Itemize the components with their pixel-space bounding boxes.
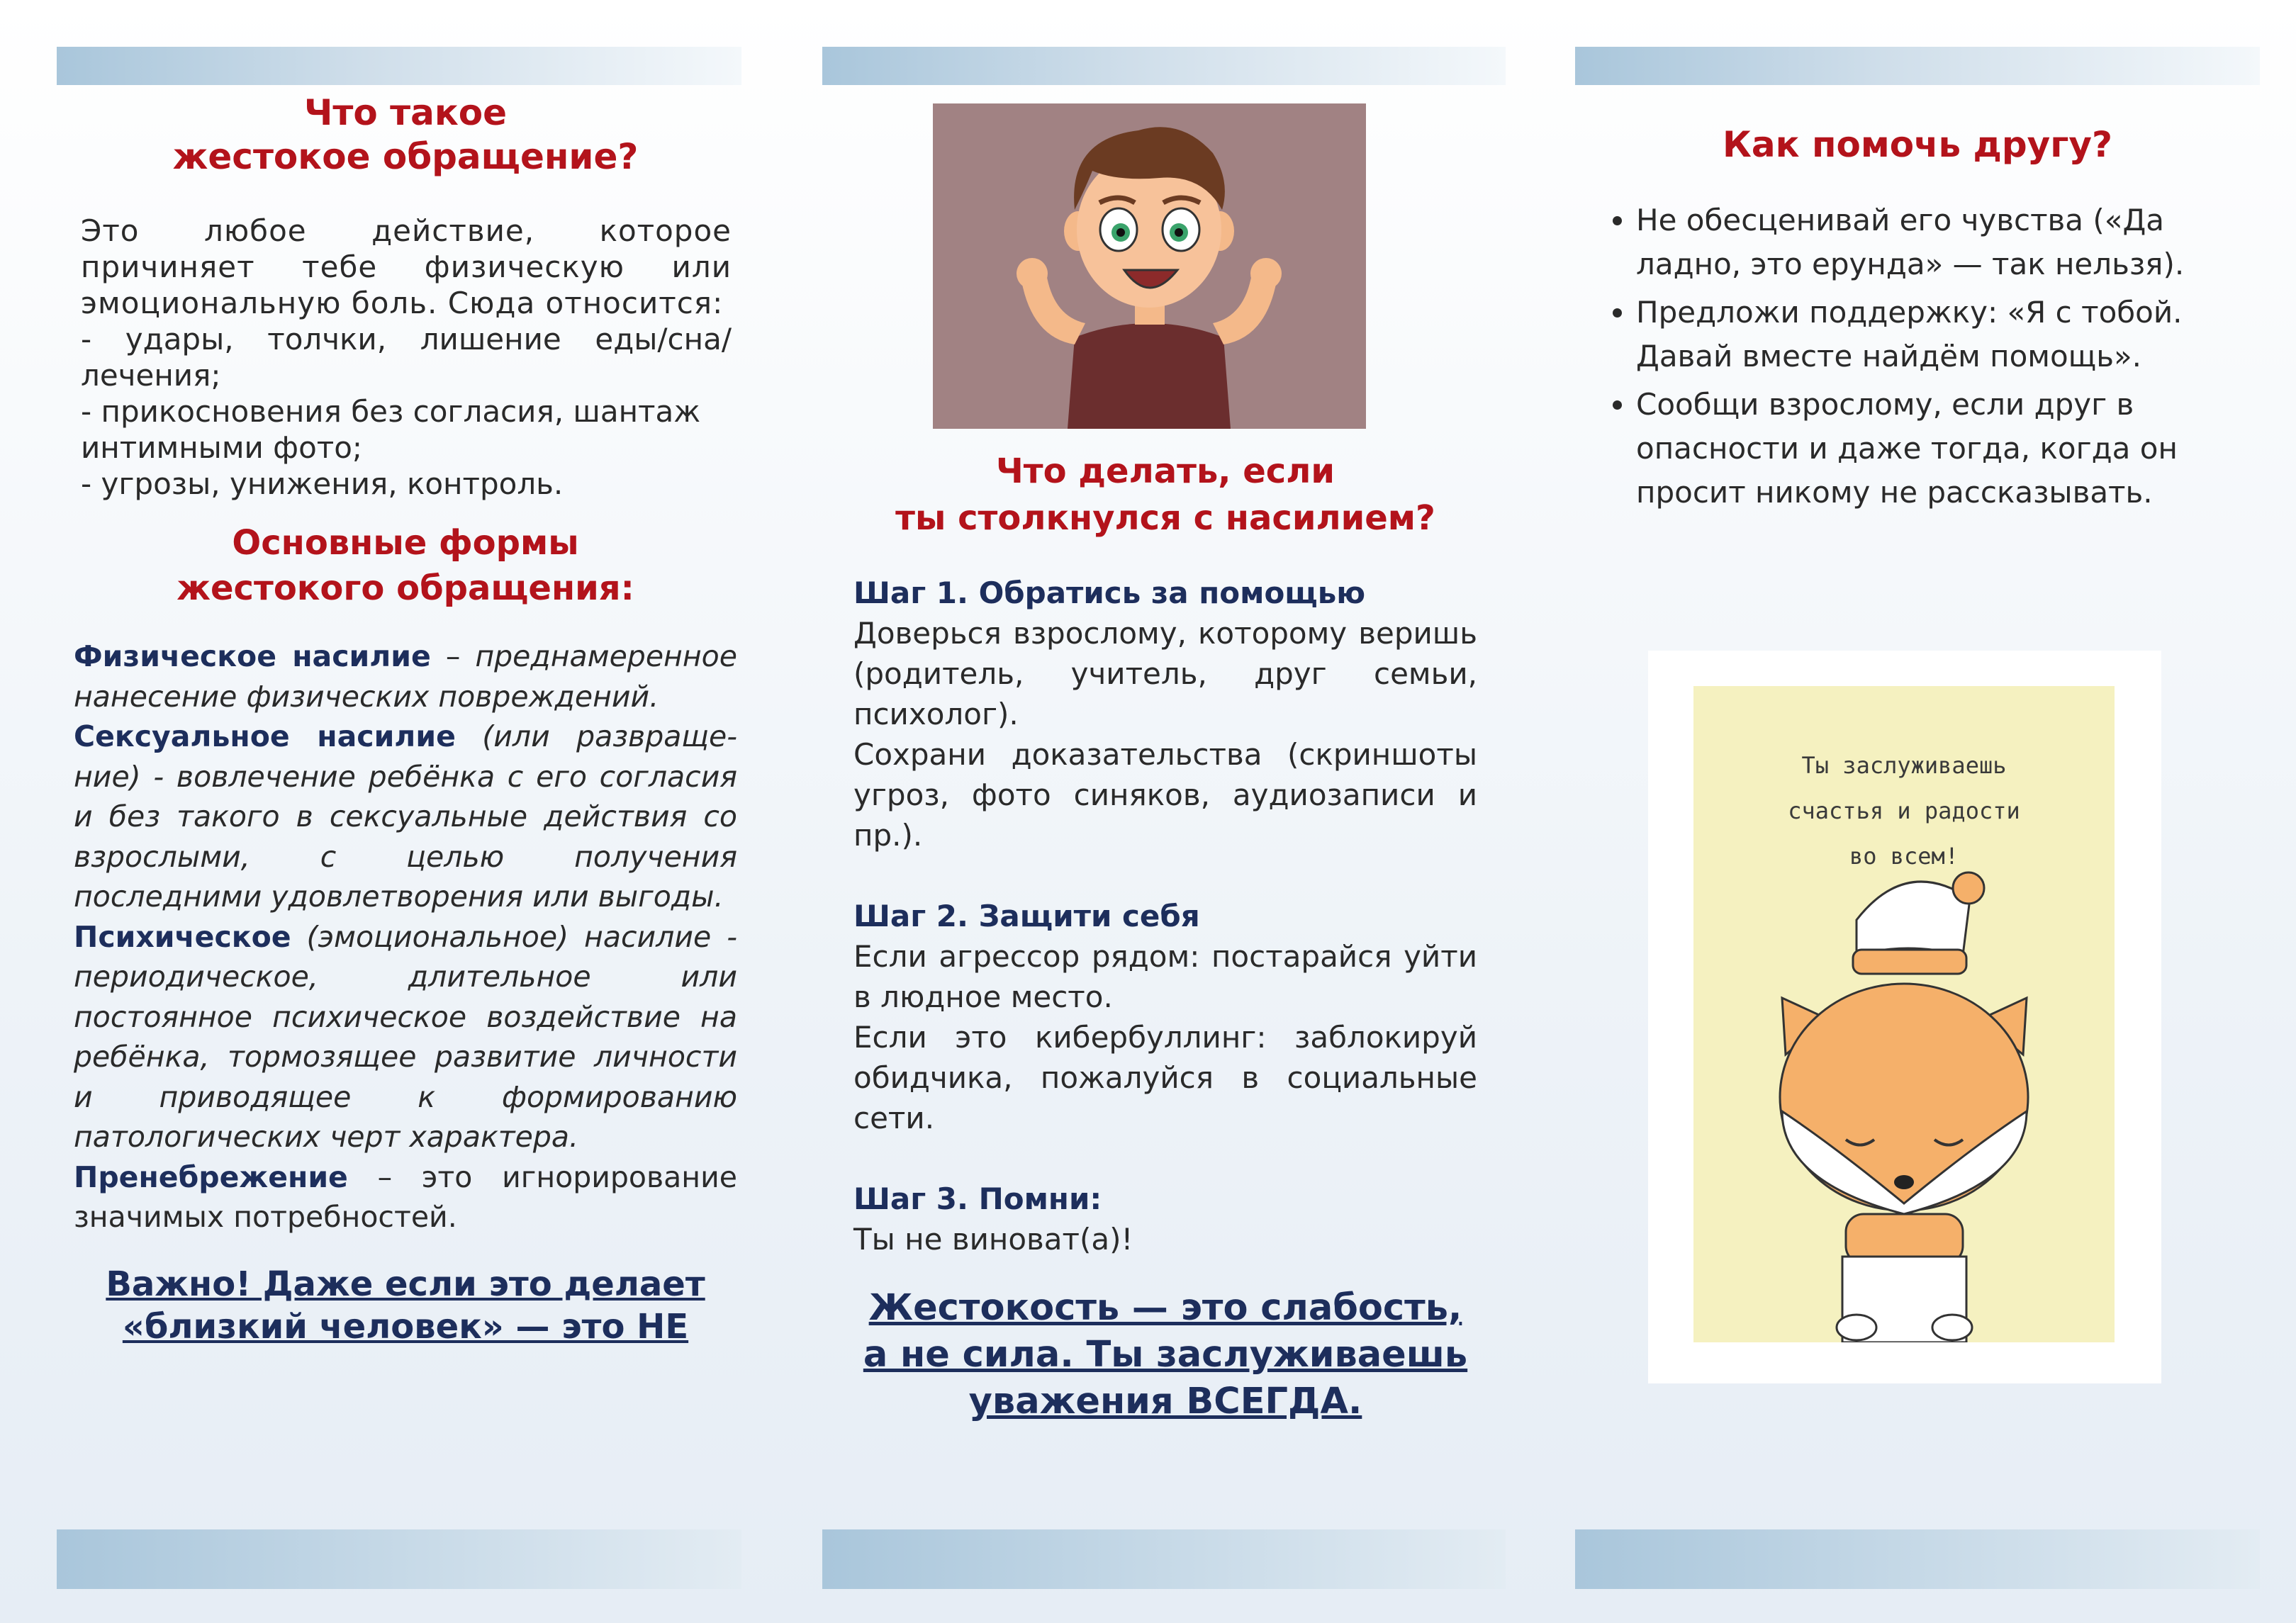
boy-flexing-image <box>933 103 1366 429</box>
top-bar-middle <box>822 47 1506 85</box>
step1-title: Шаг 1. Обратись за помощью <box>853 575 1366 610</box>
fox-nose <box>1894 1175 1914 1189</box>
card-line-3: во всем! <box>1849 843 1959 870</box>
title-line-2: жестокое обращение? <box>172 136 639 177</box>
boy-right-fist <box>1250 258 1282 289</box>
help-tip: • Не обесценивай его чувства («Да ладно, это ерунда» — так нельзя). <box>1636 198 2261 286</box>
help-tip: • Сообщи взрослому, если друг в опасности и даже тогда, когда он просит никому не рассказывать. <box>1636 383 2261 515</box>
form-sexual <box>74 717 737 917</box>
psych-term: Психическое <box>74 919 291 954</box>
bottom-bar-left <box>57 1529 741 1589</box>
step3-text: Ты не виноват(а)! <box>853 1222 1133 1257</box>
neglect-desc: – это игнорирование значимых потребностей. <box>74 1159 737 1234</box>
slogan-line-1: Жестокость — это слабость, <box>868 1287 1462 1329</box>
steps-block <box>853 573 1477 1259</box>
help-tip: • Предложи поддержку: «Я с тобой. Давай вместе найдём помощь». <box>1636 291 2261 378</box>
boy-illustration <box>933 103 1366 429</box>
definition-item: - угрозы, унижения, контроль. <box>81 466 564 501</box>
fox-card <box>1693 686 2115 1342</box>
what-to-do-line-2: ты столкнулся с насилием? <box>895 498 1435 538</box>
slogan-line-3: уважения ВСЕГДА. <box>968 1381 1362 1422</box>
bottom-bar-right <box>1575 1529 2260 1589</box>
step2-title: Шаг 2. Защити себя <box>853 899 1200 933</box>
definition-block <box>74 213 737 502</box>
fox-illustration <box>1693 686 2115 1342</box>
important-callout <box>74 1263 737 1348</box>
important-line-2: «близкий человек» — это НЕ <box>122 1306 689 1347</box>
bottom-bar-middle <box>822 1529 1506 1589</box>
definition-intro: Это любое действие, которое причиняет тебе физическую или эмоциональную боль. Сюда относится: <box>81 213 732 320</box>
definition-item: - удары, толчки, лишение еды/сна/лечения; <box>81 322 732 393</box>
fox-paw-right <box>1932 1315 1972 1340</box>
card-line-1: Ты заслуживаешь <box>1801 752 2007 779</box>
boy-iris-left <box>1116 228 1125 237</box>
form-psychological <box>74 917 737 1157</box>
boy-shirt <box>1068 323 1231 429</box>
help-tips-list <box>1574 198 2261 515</box>
top-bar-right <box>1575 47 2260 85</box>
forms-title-line-1: Основные формы <box>232 523 579 563</box>
slogan-callout <box>853 1285 1477 1425</box>
what-is-abuse-title <box>74 91 737 179</box>
forms-title-line-2: жестокого обращения: <box>177 568 634 608</box>
top-bar-left <box>57 47 741 85</box>
forms-list <box>74 636 737 1237</box>
fox-hat-band <box>1853 950 1966 974</box>
slogan-line-2: а не сила. Ты заслуживаешь <box>863 1334 1468 1376</box>
physical-desc: преднамеренное нанесение физических повреждений. <box>74 639 737 714</box>
column-left <box>74 91 737 1348</box>
what-to-do-title <box>853 448 1477 541</box>
fox-hat-pompom <box>1953 872 1984 904</box>
step2-text: Если агрессор рядом: постарайся уйти в людное место. <box>853 939 1477 1014</box>
important-line-1: Важно! Даже если это делает <box>106 1264 705 1304</box>
step2-text: Если это кибербуллинг: заблокируй обидчика, пожалуйся в социальные сети. <box>853 1020 1477 1135</box>
sexual-desc: (или развраще-ние) - вовлечение ребёнка с его согласия и без такого в сексуальные действия со взрослыми, с целью получения последними удовлетворения или выгоды. <box>74 719 737 914</box>
what-to-do-line-1: Что делать, если <box>995 451 1335 491</box>
physical-dash: – <box>430 639 476 673</box>
step3-title: Шаг 3. Помни: <box>853 1181 1102 1216</box>
boy-left-fist <box>1017 258 1048 289</box>
fox-paw-left <box>1837 1315 1876 1340</box>
physical-term: Физическое насилие <box>74 639 431 673</box>
forms-title <box>74 520 737 611</box>
step1-text: Сохрани доказательства (скриншоты угроз, фото синяков, аудиозаписи и пр.). <box>853 737 1477 853</box>
sexual-term: Сексуальное насилие <box>74 719 456 753</box>
title-line-1: Что такое <box>303 92 508 133</box>
help-friend-title: Как помочь другу? <box>1723 124 2112 165</box>
boy-iris-right <box>1175 228 1183 237</box>
column-middle <box>853 448 1477 1425</box>
fox-card-frame <box>1648 651 2161 1383</box>
form-neglect <box>74 1157 737 1237</box>
form-physical <box>74 636 737 717</box>
neglect-term: Пренебрежение <box>74 1159 348 1194</box>
step1-text: Доверься взрослому, которому веришь (родитель, учитель, друг семьи, психолог). <box>853 616 1477 731</box>
card-line-2: счастья и радости <box>1788 797 2020 824</box>
column-right <box>1574 122 2261 519</box>
psych-desc: (эмоциональное) насилие - периодическое, длительное или постоянное психическое воздействие на ребёнка, тормозящее развитие личности и приводящее к формированию патологических черт характера. <box>74 919 737 1154</box>
definition-item: - прикосновения без согласия, шантаж интимными фото; <box>81 394 701 465</box>
